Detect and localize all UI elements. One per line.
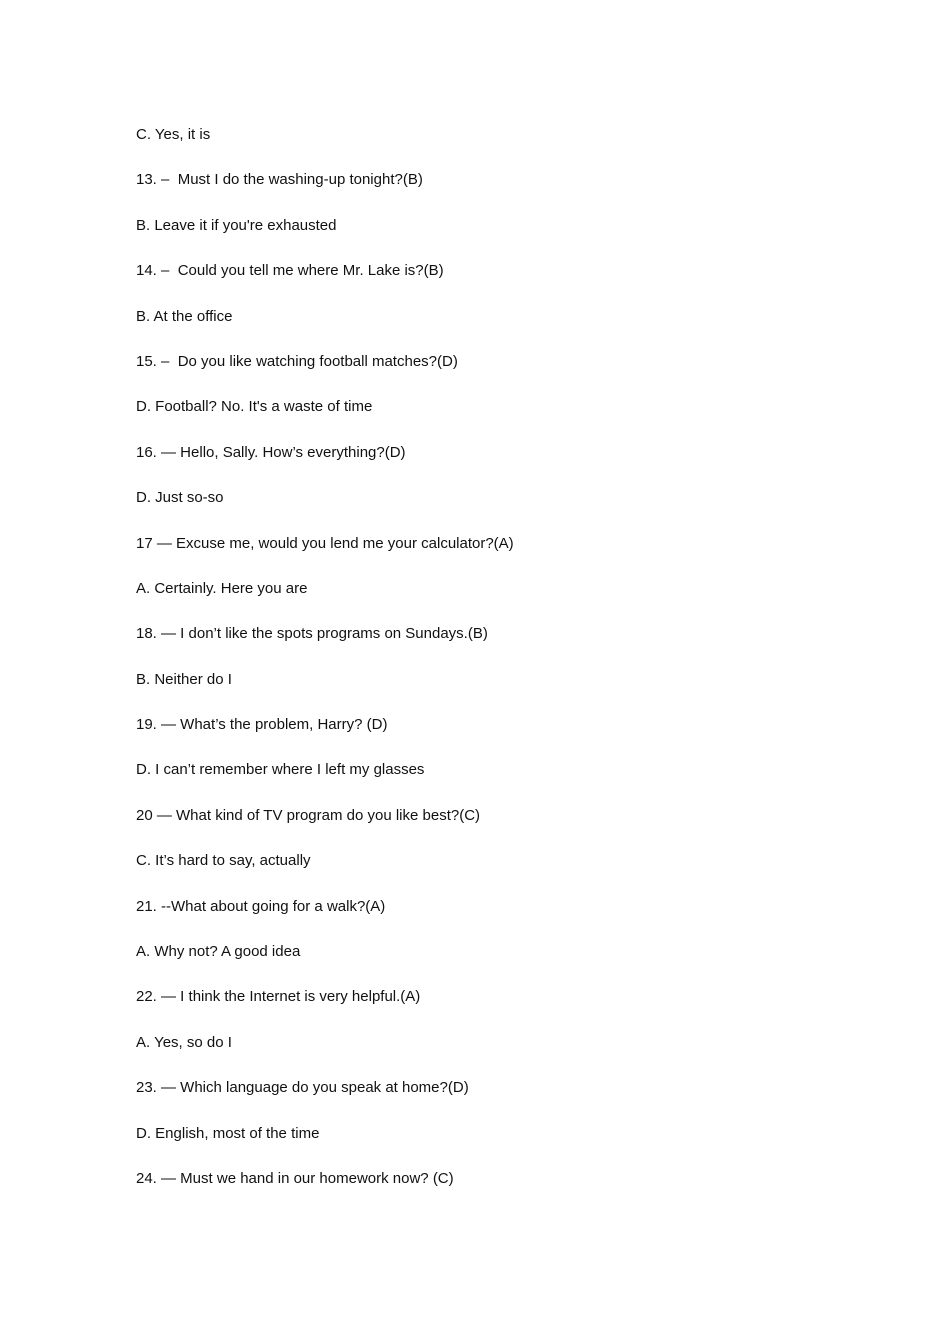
question-line: 17 — Excuse me, would you lend me your calculator?(A) bbox=[136, 534, 514, 552]
question-line: 18. — I don’t like the spots programs on Sundays.(B) bbox=[136, 625, 488, 643]
answer-line: D. Football? No. It's a waste of time bbox=[136, 398, 373, 416]
question-line: 19. — What’s the problem, Harry? (D) bbox=[136, 716, 388, 734]
question-line: 13. – Must I do the washing-up tonight?(B) bbox=[136, 171, 423, 189]
question-line: 24. — Must we hand in our homework now? (C) bbox=[136, 1169, 454, 1187]
answer-line: A. Certainly. Here you are bbox=[136, 579, 308, 597]
question-line: 21. --What about going for a walk?(A) bbox=[136, 897, 386, 915]
document-body bbox=[136, 124, 896, 1213]
question-line: 22. — I think the Internet is very helpful.(A) bbox=[136, 988, 421, 1006]
answer-line: D. I can’t remember where I left my glasses bbox=[136, 761, 425, 779]
question-line: 20 — What kind of TV program do you like best?(C) bbox=[136, 806, 481, 824]
question-line: 16. — Hello, Sally. How’s everything?(D) bbox=[136, 443, 406, 461]
answer-line: D. Just so-so bbox=[136, 489, 224, 507]
answer-line: C. Yes, it is bbox=[136, 126, 211, 143]
answer-line: B. At the office bbox=[136, 307, 233, 325]
answer-line: C. It’s hard to say, actually bbox=[136, 852, 311, 870]
question-line: 23. — Which language do you speak at home?(D) bbox=[136, 1079, 469, 1097]
question-line: 15. – Do you like watching football matches?(D) bbox=[136, 352, 458, 370]
answer-line: A. Why not? A good idea bbox=[136, 943, 301, 961]
answer-line: B. Leave it if you're exhausted bbox=[136, 216, 337, 234]
answer-line: A. Yes, so do I bbox=[136, 1033, 232, 1051]
answer-line: B. Neither do I bbox=[136, 670, 232, 688]
answer-line: D. English, most of the time bbox=[136, 1124, 320, 1142]
question-line: 14. – Could you tell me where Mr. Lake is?(B) bbox=[136, 262, 444, 280]
